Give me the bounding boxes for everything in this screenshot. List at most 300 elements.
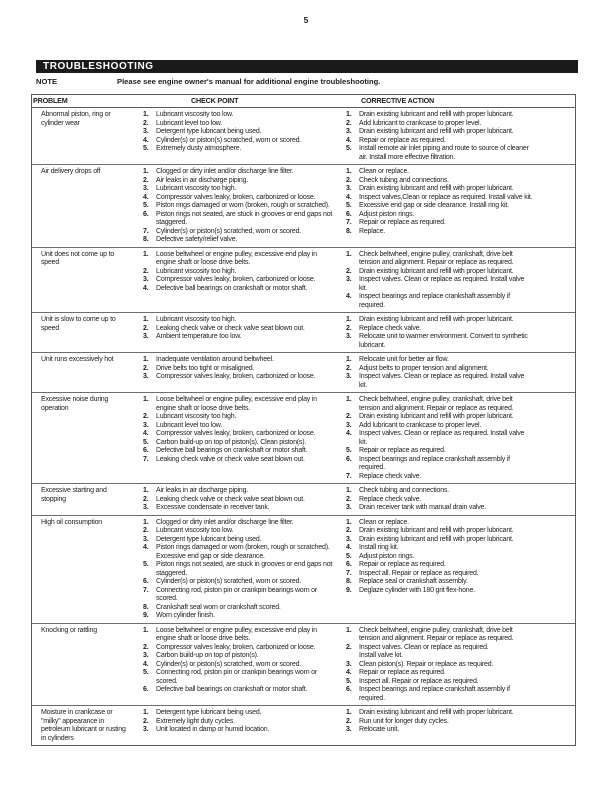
item-number: 7. — [346, 472, 352, 480]
item-text: Repair or replace as required. — [359, 136, 446, 144]
item-text: Loose beltwheel or engine pulley, excessive end play in engine shaft or loose drive belts. — [156, 626, 317, 642]
item-text: Defective ball bearings on crankshaft or motor shaft. — [156, 284, 308, 292]
item-text: Clean or replace. — [359, 168, 409, 175]
list-item — [143, 447, 341, 456]
item-text: Compressor valves leaky, broken, carbonized or loose. — [156, 276, 316, 283]
item-number: 4. — [346, 293, 352, 300]
item-number: 6. — [346, 210, 352, 218]
list-item — [143, 185, 341, 194]
item-text: Leaking check valve or check valve seat blown out. — [156, 455, 305, 463]
list-item — [143, 276, 341, 285]
list-item — [346, 587, 575, 596]
item-text: Lubricant level too low. — [156, 119, 223, 127]
list-item — [346, 325, 575, 334]
item-number: 2. — [346, 717, 352, 725]
list-item — [143, 578, 341, 587]
item-text: Clogged or dirty inlet and/or discharge line filter. — [156, 518, 294, 526]
list-item — [346, 194, 575, 203]
list-item — [346, 422, 575, 431]
list-item — [346, 120, 575, 129]
item-number: 8. — [143, 236, 149, 243]
check-point-cell — [141, 516, 341, 623]
item-number: 1. — [346, 316, 352, 323]
item-text: Repair or replace as required. — [359, 447, 446, 454]
item-text: Lubricant viscosity too high. — [156, 413, 237, 420]
item-number: 7. — [143, 227, 149, 235]
table-row — [32, 164, 575, 247]
list-item — [143, 587, 341, 604]
problem-cell: Knocking or rattling — [41, 626, 97, 634]
list-item — [143, 268, 341, 277]
list-item — [346, 128, 575, 137]
list-item — [143, 236, 341, 245]
item-text: Defective ball bearings on crankshaft or motor shaft. — [156, 686, 308, 693]
item-number: 5. — [346, 145, 352, 152]
list-item — [346, 456, 575, 473]
item-text: Relocate unit. — [359, 726, 400, 733]
item-number: 2. — [346, 364, 352, 372]
item-number: 3. — [346, 726, 352, 733]
item-number: 5. — [346, 677, 352, 685]
item-text: Air leaks in air discharge piping. — [156, 176, 249, 184]
list-item — [143, 561, 341, 578]
list-item — [346, 177, 575, 186]
item-number: 1. — [143, 250, 149, 258]
list-item — [346, 570, 575, 579]
item-number: 1. — [143, 356, 149, 363]
item-text: Add lubricant to crankcase to proper level. — [359, 421, 482, 429]
note-label: NOTE — [36, 77, 58, 86]
item-text: Defective safety/relief valve. — [156, 236, 238, 243]
item-text: Repair or replace as required. — [359, 219, 446, 226]
list-item — [346, 447, 575, 456]
item-number: 6. — [143, 447, 149, 454]
corrective-action-cell — [341, 484, 575, 515]
item-text: Drain existing lubricant and refill with proper lubricant. — [359, 709, 514, 716]
item-text: Drain existing lubricant and refill with proper lubricant. — [359, 128, 514, 135]
item-text: Deglaze cylinder with 180 grit flex-hone. — [359, 586, 475, 594]
check-point-cell — [141, 108, 341, 164]
item-number: 3. — [143, 276, 149, 283]
check-point-cell — [141, 313, 341, 352]
list-item — [346, 202, 575, 211]
section-title: TROUBLESHOOTING — [43, 61, 154, 72]
item-number: 4. — [143, 544, 149, 551]
item-text: Drain existing lubricant and refill with proper lubricant. — [359, 527, 514, 534]
corrective-action-cell — [341, 248, 575, 313]
item-text: Add lubricant to crankcase to proper level. — [359, 119, 482, 127]
table-row — [32, 247, 575, 313]
item-number: 1. — [346, 356, 352, 363]
problem-cell: High oil consumption — [41, 518, 102, 526]
corrective-action-cell — [341, 353, 575, 392]
item-text: Run unit for longer duty cycles. — [359, 717, 449, 725]
item-text: Compressor valves leaky, broken, carbonized or loose. — [156, 193, 316, 201]
item-number: 6. — [346, 686, 352, 693]
list-item — [143, 644, 341, 653]
item-number: 3. — [143, 128, 149, 135]
list-item — [143, 430, 341, 439]
list-item — [143, 316, 341, 325]
item-number: 6. — [143, 210, 149, 218]
check-point-cell — [141, 624, 341, 706]
list-item — [346, 544, 575, 553]
list-item — [143, 137, 341, 146]
list-item — [346, 219, 575, 228]
item-text: Detergent type lubricant being used. — [156, 535, 262, 543]
item-text: Clogged or dirty inlet and/or discharge line filter. — [156, 168, 294, 175]
list-item — [346, 111, 575, 120]
item-number: 5. — [143, 438, 149, 446]
item-text: Inspect all. Repair or replace as required. — [359, 569, 479, 577]
item-text: Drain existing lubricant and refill with proper lubricant. — [359, 413, 514, 420]
item-number: 6. — [143, 578, 149, 585]
item-number: 8. — [143, 603, 149, 611]
item-number: 4. — [143, 284, 149, 292]
item-number: 2. — [346, 176, 352, 184]
corrective-action-cell — [341, 393, 575, 483]
item-number: 2. — [143, 119, 149, 127]
item-text: Clean or replace. — [359, 518, 409, 526]
list-item — [143, 604, 341, 613]
table-row — [32, 352, 575, 392]
item-text: Carbon build-up on top of piston(s). Clean piston(s). — [156, 438, 307, 446]
item-number: 3. — [346, 128, 352, 135]
item-number: 4. — [346, 544, 352, 551]
item-number: 1. — [346, 250, 352, 258]
item-text: Air leaks in air discharge piping. — [156, 487, 249, 494]
item-number: 1. — [143, 487, 149, 494]
table-row — [32, 623, 575, 706]
list-item — [346, 686, 575, 703]
item-number: 3. — [346, 373, 352, 380]
item-text: Lubricant viscosity too high. — [156, 316, 237, 323]
item-number: 4. — [346, 193, 352, 201]
item-text: Replace check valve. — [359, 324, 422, 332]
item-number: 5. — [143, 145, 149, 152]
item-number: 1. — [143, 518, 149, 526]
list-item — [346, 718, 575, 727]
item-number: 7. — [346, 219, 352, 226]
item-number: 4. — [143, 136, 149, 144]
item-number: 5. — [346, 202, 352, 209]
item-number: 1. — [143, 316, 149, 323]
list-item — [346, 661, 575, 670]
item-text: Piston rings damaged or worn (broken, rough or scratched). — [156, 202, 330, 209]
problem-cell: Unit does not come up to speed — [41, 250, 115, 266]
item-number: 2. — [346, 267, 352, 275]
list-item — [346, 168, 575, 177]
item-text: Inadequate ventilation around beltwheel. — [156, 356, 274, 363]
item-number: 5. — [346, 552, 352, 560]
list-item — [346, 709, 575, 718]
list-item — [346, 578, 575, 587]
item-number: 1. — [143, 626, 149, 634]
item-text: Compressor valves leaky, broken, carbonized or loose. — [156, 430, 316, 437]
item-text: Excessive end gap or side clearance. Install ring kit. — [359, 202, 509, 209]
item-text: Cylinder(s) or piston(s) scratched, worn or scored. — [156, 136, 302, 144]
list-item — [346, 356, 575, 365]
item-number: 1. — [346, 626, 352, 634]
item-text: Loose beltwheel or engine pulley, excessive end play in engine shaft or loose drive belts. — [156, 250, 317, 266]
item-text: Drain receiver tank with manual drain valve. — [359, 504, 486, 511]
page-number: 5 — [303, 15, 309, 25]
list-item — [143, 456, 341, 465]
item-number: 3. — [143, 726, 149, 733]
item-text: Defective ball bearings on crankshaft or motor shaft. — [156, 447, 308, 454]
check-point-cell — [141, 353, 341, 392]
list-item — [346, 365, 575, 374]
item-text: Replace check valve. — [359, 495, 422, 503]
list-item — [346, 519, 575, 528]
item-number: 6. — [143, 686, 149, 693]
item-number: 1. — [346, 709, 352, 716]
item-number: 1. — [143, 709, 149, 716]
item-text: Detergent type lubricant being used. — [156, 128, 262, 135]
item-text: Adjust piston rings. — [359, 210, 415, 218]
item-number: 2. — [143, 267, 149, 275]
list-item — [143, 669, 341, 686]
list-item — [346, 413, 575, 422]
item-text: Extremely dusty atmosphere. — [156, 145, 242, 152]
list-item — [346, 268, 575, 277]
item-number: 1. — [346, 168, 352, 175]
item-text: Cylinder(s) or piston(s) scratched, worn or scored. — [156, 227, 302, 235]
list-item — [346, 316, 575, 325]
item-text: Check tubing and connections. — [359, 176, 449, 184]
item-text: Install ring kit. — [359, 544, 399, 551]
list-item — [346, 473, 575, 482]
table-row — [32, 108, 575, 164]
item-text: Lubricant viscosity too low. — [156, 527, 234, 534]
corrective-action-cell — [341, 516, 575, 623]
item-number: 1. — [346, 396, 352, 403]
item-text: Drain existing lubricant and refill with proper lubricant. — [359, 316, 514, 323]
item-text: Lubricant viscosity too high. — [156, 185, 237, 192]
list-item — [346, 293, 575, 310]
list-item — [346, 430, 575, 447]
list-item — [143, 128, 341, 137]
list-item — [346, 251, 575, 268]
item-text: Crankshaft seal worn or crankshaft scored. — [156, 603, 281, 611]
item-text: Inspect valves. Clean or replace as required. Install valve kit. — [359, 276, 525, 292]
list-item — [346, 678, 575, 687]
item-number: 2. — [143, 324, 149, 332]
item-text: Check beltwheel, engine pulley, crankshaft, drive belt tension and alignment. Repair or replace as required. — [359, 626, 514, 642]
list-item — [346, 145, 575, 162]
item-text: Inspect valves. Clean or replace as required. Install valve kit. — [359, 430, 525, 446]
list-item — [143, 536, 341, 545]
list-item — [143, 544, 341, 561]
item-number: 7. — [346, 569, 352, 577]
table-row — [32, 312, 575, 352]
item-text: Compressor valves leaky, broken, carbonized or loose. — [156, 373, 316, 380]
item-number: 1. — [143, 111, 149, 118]
item-text: Worn cylinder finish. — [156, 612, 215, 619]
item-number: 2. — [143, 364, 149, 372]
item-number: 6. — [346, 561, 352, 568]
item-number: 2. — [346, 495, 352, 503]
list-item — [346, 553, 575, 562]
header-problem: PROBLEM — [33, 95, 68, 105]
item-text: Repair or replace as required. — [359, 669, 446, 676]
item-text: Replace seal or crankshaft assembly. — [359, 578, 468, 585]
list-item — [143, 211, 341, 228]
list-item — [143, 168, 341, 177]
check-point-cell — [141, 706, 341, 745]
list-item — [143, 519, 341, 528]
item-number: 2. — [143, 413, 149, 420]
item-number: 3. — [346, 276, 352, 283]
item-text: Cylinder(s) or piston(s) scratched, worn or scored. — [156, 660, 302, 668]
item-text: Lubricant viscosity too low. — [156, 111, 234, 118]
list-item — [143, 396, 341, 413]
item-text: Inspect bearings and replace crankshaft assembly if required. — [359, 686, 510, 702]
list-item — [346, 644, 575, 661]
list-item — [143, 228, 341, 237]
item-text: Ambient temperature too low. — [156, 333, 242, 340]
item-number: 6. — [346, 455, 352, 463]
item-text: Inspect valves. Clean or replace as required. Install valve kit. — [359, 373, 525, 389]
item-text: Connecting rod, piston pin or crankpin bearings worn or scored. — [156, 586, 317, 602]
item-text: Adjust piston rings. — [359, 552, 415, 560]
list-item — [143, 333, 341, 342]
list-item — [143, 373, 341, 382]
table-row — [32, 392, 575, 483]
list-item — [143, 652, 341, 661]
item-text: Replace. — [359, 227, 386, 235]
item-text: Loose beltwheel or engine pulley, excessive end play in engine shaft or loose drive belts. — [156, 396, 317, 412]
item-number: 3. — [143, 504, 149, 511]
list-item — [346, 496, 575, 505]
item-text: Check tubing and connections. — [359, 487, 449, 494]
item-number: 9. — [143, 612, 149, 619]
list-item — [143, 177, 341, 186]
item-text: Inspect valves. Clean or replace as required. Install valve kit. — [359, 643, 489, 659]
item-number: 4. — [143, 660, 149, 668]
list-item — [143, 527, 341, 536]
troubleshooting-table — [31, 94, 576, 746]
item-number: 7. — [143, 586, 149, 594]
item-text: Drain existing lubricant and refill with proper lubricant. — [359, 535, 514, 543]
item-text: Adjust belts to proper tension and alignment. — [359, 364, 489, 372]
item-number: 1. — [346, 518, 352, 526]
item-text: Inspect all. Repair or replace as required. — [359, 677, 479, 685]
item-number: 1. — [346, 487, 352, 494]
item-number: 4. — [143, 193, 149, 201]
list-item — [346, 527, 575, 536]
item-number: 2. — [143, 527, 149, 534]
item-number: 2. — [346, 119, 352, 127]
problem-cell: Air delivery drops off — [41, 168, 101, 175]
corrective-action-cell — [341, 165, 575, 247]
item-number: 4. — [346, 669, 352, 676]
list-item — [143, 194, 341, 203]
list-item — [346, 333, 575, 350]
item-number: 4. — [346, 430, 352, 437]
list-item — [143, 356, 341, 365]
item-number: 2. — [346, 324, 352, 332]
item-number: 3. — [143, 373, 149, 380]
list-item — [346, 137, 575, 146]
list-item — [143, 612, 341, 621]
item-number: 3. — [346, 535, 352, 543]
item-text: Drive belts too tight or misaligned. — [156, 364, 255, 372]
list-item — [143, 120, 341, 129]
item-text: Connecting rod, piston pin or crankpin bearings worn or scored. — [156, 669, 317, 685]
list-item — [346, 726, 575, 735]
list-item — [143, 251, 341, 268]
item-number: 2. — [143, 643, 149, 651]
item-number: 3. — [346, 185, 352, 192]
item-number: 3. — [346, 421, 352, 429]
item-text: Relocate unit for better air flow. — [359, 356, 449, 363]
item-number: 2. — [143, 717, 149, 725]
item-text: Carbon build-up on top of piston(s). — [156, 652, 259, 659]
list-item — [143, 487, 341, 496]
list-item — [346, 627, 575, 644]
list-item — [143, 202, 341, 211]
table-body — [32, 108, 575, 745]
item-number: 2. — [346, 643, 352, 651]
table-row — [32, 705, 575, 745]
item-number: 8. — [346, 578, 352, 585]
item-text: Lubricant level too low. — [156, 421, 223, 429]
section-header-bar — [36, 60, 578, 73]
item-number: 5. — [143, 202, 149, 209]
list-item — [346, 561, 575, 570]
item-number: 9. — [346, 586, 352, 594]
item-number: 1. — [143, 168, 149, 175]
item-number: 1. — [346, 111, 352, 118]
list-item — [143, 686, 341, 695]
list-item — [346, 373, 575, 390]
item-text: Inspect valves,Clean or replace as required. Install valve kit. — [359, 193, 533, 201]
item-text: Lubricant viscosity too high. — [156, 267, 237, 275]
note-text: Please see engine owner's manual for additional engine troubleshooting. — [117, 77, 381, 86]
list-item — [143, 709, 341, 718]
item-number: 4. — [346, 136, 352, 144]
item-text: Unit located in damp or humid location. — [156, 726, 270, 733]
item-text: Relocate unit to warmer environment. Convert to synthetic lubricant. — [359, 333, 528, 349]
item-number: 2. — [346, 413, 352, 420]
item-number: 2. — [143, 176, 149, 184]
list-item — [143, 365, 341, 374]
list-item — [346, 487, 575, 496]
list-item — [346, 185, 575, 194]
problem-cell: Excessive noise during operation — [41, 396, 109, 412]
table-header-row — [32, 95, 575, 108]
list-item — [346, 396, 575, 413]
list-item — [346, 211, 575, 220]
item-text: Piston rings not seated, are stuck in grooves or end gaps not staggered. — [156, 561, 333, 577]
item-number: 5. — [346, 447, 352, 454]
item-text: Check beltwheel, engine pulley, crankshaft, drive belt tension and alignment. Repair or replace as required. — [359, 396, 514, 412]
item-number: 3. — [346, 504, 352, 511]
item-number: 3. — [143, 652, 149, 659]
item-text: Excessive condensate in receiver tank. — [156, 504, 270, 511]
list-item — [143, 726, 341, 735]
item-number: 3. — [346, 660, 352, 668]
list-item — [346, 504, 575, 513]
list-item — [143, 627, 341, 644]
item-text: Leaking check valve or check valve seat blown out. — [156, 324, 305, 332]
header-corrective-action: CORRECTIVE ACTION — [361, 95, 435, 105]
list-item — [143, 145, 341, 154]
problem-cell: Unit is slow to come up to speed — [41, 316, 116, 332]
note-row — [36, 77, 578, 86]
table-row — [32, 515, 575, 623]
